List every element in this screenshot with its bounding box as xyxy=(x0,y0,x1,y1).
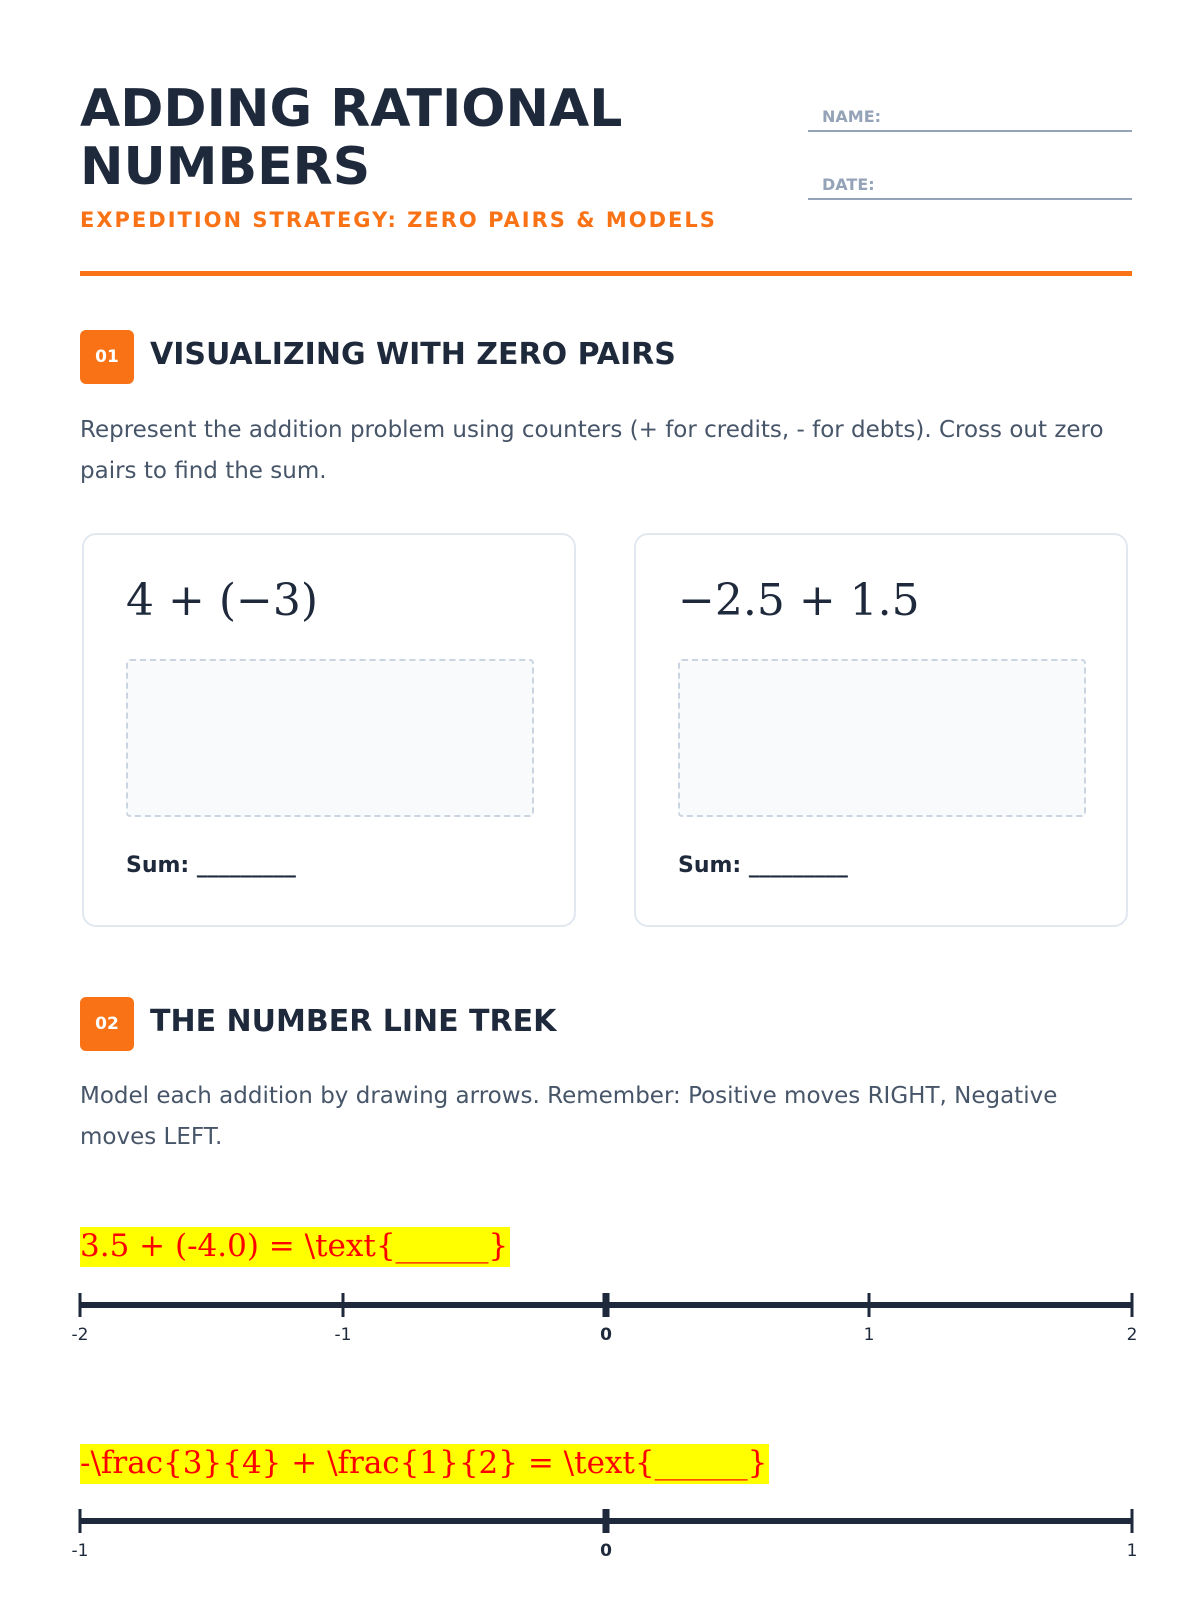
number-line-1[interactable] xyxy=(71,1290,1138,1350)
card-2-work-area[interactable] xyxy=(678,659,1086,817)
card-2-sum: Sum: _________ xyxy=(678,853,848,878)
number-line-2-svg xyxy=(71,1506,1138,1566)
date-field[interactable] xyxy=(808,170,1132,200)
card-1-expression: 4 + (−3) xyxy=(126,575,319,626)
name-label: NAME: xyxy=(822,107,882,126)
number-line-tick-label: 2 xyxy=(1126,1325,1138,1345)
section-1-title: VISUALIZING WITH ZERO PAIRS xyxy=(150,337,676,372)
number-line-tick-label: 1 xyxy=(1126,1541,1138,1561)
section-2-instructions: Model each addition by drawing arrows. Remember: Positive moves RIGHT, Negative moves LEFT. xyxy=(80,1083,1058,1150)
section-2-badge: 02 xyxy=(80,997,134,1051)
header-divider xyxy=(80,271,1132,276)
section-2-title: THE NUMBER LINE TREK xyxy=(150,1004,557,1039)
number-line-tick-label: -2 xyxy=(71,1325,89,1345)
card-2-expression: −2.5 + 1.5 xyxy=(678,575,920,626)
date-label: DATE: xyxy=(822,175,875,194)
section-1-badge: 01 xyxy=(80,330,134,384)
problem-card-2 xyxy=(634,533,1128,927)
number-line-2[interactable] xyxy=(71,1506,1138,1566)
page-title: ADDING RATIONAL NUMBERS xyxy=(80,79,623,197)
number-line-tick-label: 0 xyxy=(600,1325,612,1345)
card-1-work-area[interactable] xyxy=(126,659,534,817)
number-line-tick-label: -1 xyxy=(71,1541,89,1561)
page-subtitle: EXPEDITION STRATEGY: ZERO PAIRS & MODELS xyxy=(80,208,717,232)
problem-2-expression: -\frac{3}{4} + \frac{1}{2} = \text{______} xyxy=(80,1444,769,1484)
number-line-tick-label: -1 xyxy=(334,1325,352,1345)
name-field[interactable] xyxy=(808,102,1132,132)
card-1-sum: Sum: _________ xyxy=(126,853,296,878)
section-1-instructions: Represent the addition problem using counters (+ for credits, - for debts). Cross out zero pairs to find the sum. xyxy=(80,417,1104,484)
problem-card-1 xyxy=(82,533,576,927)
number-line-tick-label: 1 xyxy=(863,1325,875,1345)
number-line-1-svg xyxy=(71,1290,1138,1350)
number-line-tick-label: 0 xyxy=(600,1541,612,1561)
problem-1-expression: 3.5 + (-4.0) = \text{______} xyxy=(80,1227,510,1267)
